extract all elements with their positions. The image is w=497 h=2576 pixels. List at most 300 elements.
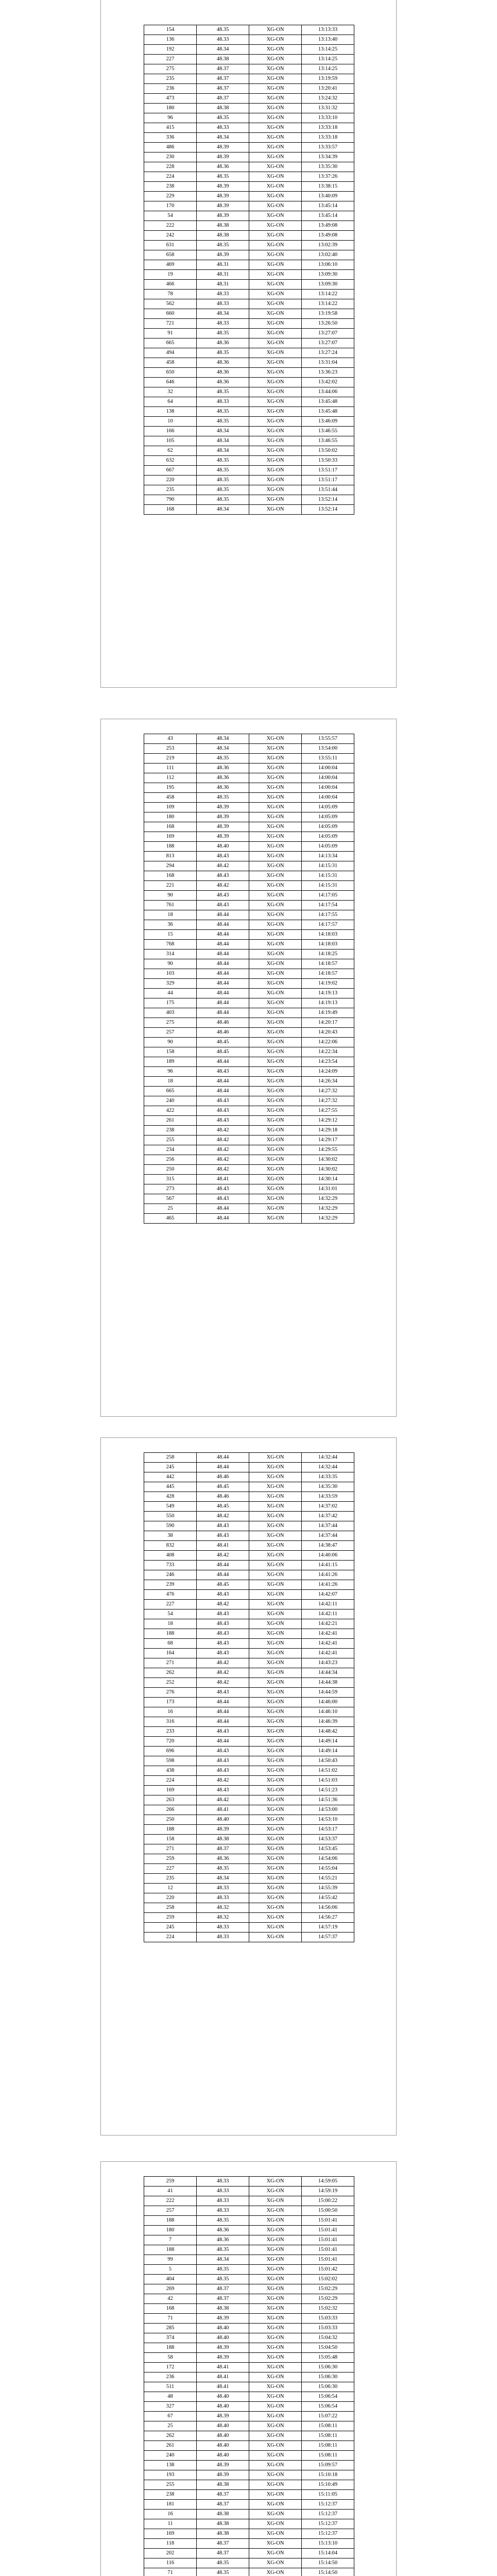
- table-row: [144, 754, 354, 764]
- value-cell: 48.36: [197, 1854, 249, 1864]
- status-cell: XG-ON: [249, 1145, 302, 1155]
- time-cell: 15:02:29: [302, 2294, 354, 2304]
- status-cell: XG-ON: [249, 1590, 302, 1600]
- table-row: [144, 260, 354, 270]
- time-cell: 14:48:42: [302, 1727, 354, 1737]
- table-row: [144, 2284, 354, 2294]
- value-cell: 48.41: [197, 2372, 249, 2382]
- table-row: [144, 1077, 354, 1087]
- table-row: [144, 1116, 354, 1126]
- value-cell: 48.42: [197, 881, 249, 891]
- id-cell: 275: [144, 64, 197, 74]
- status-cell: XG-ON: [249, 842, 302, 852]
- id-cell: 696: [144, 1747, 197, 1756]
- id-cell: 78: [144, 290, 197, 299]
- time-cell: 13:31:04: [302, 358, 354, 368]
- table-row: [144, 1551, 354, 1561]
- table-row: [144, 1194, 354, 1204]
- id-cell: 32: [144, 387, 197, 397]
- id-cell: 240: [144, 1096, 197, 1106]
- table-row: [144, 74, 354, 84]
- table-row: [144, 1570, 354, 1580]
- status-cell: XG-ON: [249, 822, 302, 832]
- time-cell: 15:02:32: [302, 2304, 354, 2314]
- id-cell: 48: [144, 2392, 197, 2402]
- value-cell: 48.34: [197, 133, 249, 143]
- status-cell: XG-ON: [249, 2196, 302, 2206]
- table-row: [144, 1580, 354, 1590]
- status-cell: XG-ON: [249, 2412, 302, 2421]
- value-cell: 48.42: [197, 1126, 249, 1136]
- value-cell: 48.39: [197, 2470, 249, 2480]
- status-cell: XG-ON: [249, 133, 302, 143]
- status-cell: XG-ON: [249, 734, 302, 744]
- status-cell: XG-ON: [249, 1580, 302, 1590]
- status-cell: XG-ON: [249, 211, 302, 221]
- status-cell: XG-ON: [249, 2558, 302, 2568]
- time-cell: 15:12:37: [302, 2519, 354, 2529]
- status-cell: XG-ON: [249, 1727, 302, 1737]
- value-cell: 48.46: [197, 1472, 249, 1482]
- id-cell: 219: [144, 754, 197, 764]
- status-cell: XG-ON: [249, 1214, 302, 1224]
- table-row: [144, 427, 354, 436]
- value-cell: 48.35: [197, 2245, 249, 2255]
- time-cell: 14:18:03: [302, 930, 354, 940]
- value-cell: 48.35: [197, 495, 249, 505]
- value-cell: 48.40: [197, 2333, 249, 2343]
- id-cell: 169: [144, 832, 197, 842]
- id-cell: 549: [144, 1502, 197, 1512]
- value-cell: 48.31: [197, 260, 249, 270]
- status-cell: XG-ON: [249, 2226, 302, 2235]
- table-row: [144, 348, 354, 358]
- status-cell: XG-ON: [249, 2402, 302, 2412]
- table-row: [144, 1649, 354, 1658]
- value-cell: 48.41: [197, 2363, 249, 2372]
- table-row: [144, 989, 354, 998]
- time-cell: 14:20:43: [302, 1028, 354, 1038]
- id-cell: 720: [144, 1737, 197, 1747]
- time-cell: 14:00:04: [302, 783, 354, 793]
- id-cell: 189: [144, 1057, 197, 1067]
- id-cell: 54: [144, 211, 197, 221]
- status-cell: XG-ON: [249, 1795, 302, 1805]
- id-cell: 646: [144, 378, 197, 387]
- table-row: [144, 172, 354, 182]
- table-row: [144, 1463, 354, 1472]
- table-row: [144, 812, 354, 822]
- value-cell: 48.44: [197, 998, 249, 1008]
- value-cell: 48.35: [197, 456, 249, 466]
- value-cell: 48.33: [197, 2187, 249, 2196]
- time-cell: 13:14:25: [302, 64, 354, 74]
- time-cell: 15:01:41: [302, 2255, 354, 2265]
- status-cell: XG-ON: [249, 2353, 302, 2363]
- status-cell: XG-ON: [249, 25, 302, 35]
- time-cell: 14:32:44: [302, 1463, 354, 1472]
- time-cell: 13:13:40: [302, 35, 354, 45]
- time-cell: 14:27:32: [302, 1096, 354, 1106]
- table-row: [144, 2187, 354, 2196]
- status-cell: XG-ON: [249, 299, 302, 309]
- id-cell: 245: [144, 1923, 197, 1933]
- table-row: [144, 1854, 354, 1864]
- status-cell: XG-ON: [249, 2245, 302, 2255]
- status-cell: XG-ON: [249, 1893, 302, 1903]
- status-cell: XG-ON: [249, 1747, 302, 1756]
- time-cell: 14:43:23: [302, 1658, 354, 1668]
- status-cell: XG-ON: [249, 1923, 302, 1933]
- value-cell: 48.39: [197, 182, 249, 192]
- time-cell: 15:06:30: [302, 2382, 354, 2392]
- table-row: [144, 2382, 354, 2392]
- id-cell: 473: [144, 94, 197, 104]
- table-row: [144, 94, 354, 104]
- status-cell: XG-ON: [249, 182, 302, 192]
- table-row: [144, 1067, 354, 1077]
- time-cell: 14:53:17: [302, 1825, 354, 1835]
- value-cell: 48.36: [197, 764, 249, 773]
- id-cell: 224: [144, 1776, 197, 1786]
- value-cell: 48.44: [197, 920, 249, 930]
- time-cell: 14:44:59: [302, 1688, 354, 1698]
- table-row: [144, 881, 354, 891]
- time-cell: 14:53:00: [302, 1805, 354, 1815]
- value-cell: 48.35: [197, 1864, 249, 1874]
- time-cell: 14:27:32: [302, 1087, 354, 1096]
- time-cell: 15:08:11: [302, 2451, 354, 2461]
- id-cell: 466: [144, 280, 197, 290]
- value-cell: 48.31: [197, 280, 249, 290]
- id-cell: 465: [144, 1214, 197, 1224]
- status-cell: XG-ON: [249, 979, 302, 989]
- status-cell: XG-ON: [249, 2324, 302, 2333]
- id-cell: 665: [144, 338, 197, 348]
- table-row: [144, 182, 354, 192]
- table-row: [144, 2343, 354, 2353]
- status-cell: XG-ON: [249, 1707, 302, 1717]
- id-cell: 224: [144, 1933, 197, 1942]
- table-row: [144, 2245, 354, 2255]
- status-cell: XG-ON: [249, 2392, 302, 2402]
- id-cell: 445: [144, 1482, 197, 1492]
- table-row: [144, 64, 354, 74]
- time-cell: 14:59:05: [302, 2177, 354, 2187]
- time-cell: 13:27:07: [302, 338, 354, 348]
- value-cell: 48.39: [197, 152, 249, 162]
- status-cell: XG-ON: [249, 998, 302, 1008]
- time-cell: 15:01:41: [302, 2226, 354, 2235]
- status-cell: XG-ON: [249, 172, 302, 182]
- value-cell: 48.33: [197, 299, 249, 309]
- id-cell: 90: [144, 1038, 197, 1047]
- table-row: [144, 55, 354, 64]
- table-row: [144, 1815, 354, 1825]
- status-cell: XG-ON: [249, 2314, 302, 2324]
- table-row: [144, 832, 354, 842]
- time-cell: 14:18:03: [302, 940, 354, 950]
- time-cell: 14:53:37: [302, 1835, 354, 1844]
- status-cell: XG-ON: [249, 2304, 302, 2314]
- value-cell: 48.38: [197, 55, 249, 64]
- table-row: [144, 910, 354, 920]
- time-cell: 14:42:41: [302, 1649, 354, 1658]
- value-cell: 48.44: [197, 1008, 249, 1018]
- time-cell: 14:46:10: [302, 1707, 354, 1717]
- status-cell: XG-ON: [249, 989, 302, 998]
- status-cell: XG-ON: [249, 1204, 302, 1214]
- value-cell: 48.38: [197, 231, 249, 241]
- time-cell: 14:37:02: [302, 1502, 354, 1512]
- value-cell: 48.34: [197, 45, 249, 55]
- status-cell: XG-ON: [249, 2529, 302, 2539]
- table-row: [144, 901, 354, 910]
- status-cell: XG-ON: [249, 1649, 302, 1658]
- value-cell: 48.38: [197, 2480, 249, 2490]
- value-cell: 48.40: [197, 842, 249, 852]
- time-cell: 13:33:18: [302, 133, 354, 143]
- id-cell: 41: [144, 2187, 197, 2196]
- value-cell: 48.33: [197, 1884, 249, 1893]
- time-cell: 14:27:55: [302, 1106, 354, 1116]
- value-cell: 48.36: [197, 338, 249, 348]
- time-cell: 14:29:12: [302, 1116, 354, 1126]
- status-cell: XG-ON: [249, 1018, 302, 1028]
- time-cell: 13:44:06: [302, 387, 354, 397]
- id-cell: 112: [144, 773, 197, 783]
- value-cell: 48.35: [197, 754, 249, 764]
- value-cell: 48.35: [197, 485, 249, 495]
- value-cell: 48.43: [197, 1619, 249, 1629]
- id-cell: 790: [144, 495, 197, 505]
- time-cell: 14:51:36: [302, 1795, 354, 1805]
- time-cell: 14:33:35: [302, 1472, 354, 1482]
- value-cell: 48.35: [197, 25, 249, 35]
- id-cell: 71: [144, 2568, 197, 2576]
- table-row: [144, 1668, 354, 1678]
- value-cell: 48.43: [197, 1766, 249, 1776]
- table-row: [144, 2372, 354, 2382]
- status-cell: XG-ON: [249, 338, 302, 348]
- time-cell: 14:19:13: [302, 998, 354, 1008]
- value-cell: 48.45: [197, 1038, 249, 1047]
- value-cell: 48.39: [197, 832, 249, 842]
- value-cell: 48.37: [197, 2500, 249, 2510]
- id-cell: 136: [144, 35, 197, 45]
- table-row: [144, 2353, 354, 2363]
- status-cell: XG-ON: [249, 231, 302, 241]
- time-cell: 14:55:21: [302, 1874, 354, 1884]
- id-cell: 374: [144, 2333, 197, 2343]
- status-cell: XG-ON: [249, 1126, 302, 1136]
- time-cell: 14:19:49: [302, 1008, 354, 1018]
- time-cell: 15:06:30: [302, 2363, 354, 2372]
- status-cell: XG-ON: [249, 2255, 302, 2265]
- table-row: [144, 358, 354, 368]
- status-cell: XG-ON: [249, 2265, 302, 2275]
- id-cell: 253: [144, 744, 197, 754]
- time-cell: 13:54:00: [302, 744, 354, 754]
- table-row: [144, 1492, 354, 1502]
- id-cell: 168: [144, 505, 197, 515]
- table-row: [144, 2431, 354, 2441]
- status-cell: XG-ON: [249, 319, 302, 329]
- status-cell: XG-ON: [249, 2177, 302, 2187]
- table-row: [144, 2392, 354, 2402]
- id-cell: 250: [144, 1815, 197, 1825]
- time-cell: 14:42:11: [302, 1609, 354, 1619]
- table-row: [144, 1214, 354, 1224]
- id-cell: 116: [144, 2558, 197, 2568]
- table-row: [144, 211, 354, 221]
- value-cell: 48.35: [197, 417, 249, 427]
- value-cell: 48.39: [197, 2412, 249, 2421]
- id-cell: 96: [144, 1067, 197, 1077]
- id-cell: 422: [144, 1106, 197, 1116]
- status-cell: XG-ON: [249, 930, 302, 940]
- status-cell: XG-ON: [249, 123, 302, 133]
- id-cell: 255: [144, 2480, 197, 2490]
- time-cell: 14:38:47: [302, 1541, 354, 1551]
- id-cell: 16: [144, 2510, 197, 2519]
- status-cell: XG-ON: [249, 1864, 302, 1874]
- table-row: [144, 2255, 354, 2265]
- id-cell: 164: [144, 1649, 197, 1658]
- time-cell: 14:51:03: [302, 1776, 354, 1786]
- id-cell: 64: [144, 397, 197, 407]
- id-cell: 11: [144, 2519, 197, 2529]
- id-cell: 18: [144, 910, 197, 920]
- table-row: [144, 2461, 354, 2470]
- value-cell: 48.39: [197, 201, 249, 211]
- status-cell: XG-ON: [249, 2235, 302, 2245]
- status-cell: XG-ON: [249, 1502, 302, 1512]
- table-row: [144, 861, 354, 871]
- status-cell: XG-ON: [249, 45, 302, 55]
- value-cell: 48.42: [197, 1551, 249, 1561]
- id-cell: 631: [144, 241, 197, 250]
- table-row: [144, 1639, 354, 1649]
- id-cell: 19: [144, 270, 197, 280]
- value-cell: 48.33: [197, 319, 249, 329]
- value-cell: 48.38: [197, 221, 249, 231]
- table-row: [144, 280, 354, 290]
- value-cell: 48.39: [197, 2343, 249, 2353]
- id-cell: 650: [144, 368, 197, 378]
- status-cell: XG-ON: [249, 1463, 302, 1472]
- time-cell: 15:09:57: [302, 2461, 354, 2470]
- time-cell: 14:22:34: [302, 1047, 354, 1057]
- status-cell: XG-ON: [249, 2470, 302, 2480]
- table-row: [144, 485, 354, 495]
- table-row: [144, 1165, 354, 1175]
- status-cell: XG-ON: [249, 969, 302, 979]
- value-cell: 48.44: [197, 1561, 249, 1570]
- time-cell: 13:52:14: [302, 495, 354, 505]
- table-row: [144, 162, 354, 172]
- time-cell: 14:44:34: [302, 1668, 354, 1678]
- value-cell: 48.43: [197, 1747, 249, 1756]
- time-cell: 14:37:44: [302, 1521, 354, 1531]
- time-cell: 14:19:13: [302, 989, 354, 998]
- value-cell: 48.32: [197, 1913, 249, 1923]
- time-cell: 13:19:59: [302, 74, 354, 84]
- time-cell: 14:42:21: [302, 1619, 354, 1629]
- table-row: [144, 299, 354, 309]
- id-cell: 168: [144, 2304, 197, 2314]
- time-cell: 13:49:08: [302, 221, 354, 231]
- id-cell: 180: [144, 104, 197, 113]
- status-cell: XG-ON: [249, 1854, 302, 1864]
- time-cell: 15:12:37: [302, 2510, 354, 2519]
- id-cell: 252: [144, 1678, 197, 1688]
- table-row: [144, 2470, 354, 2480]
- id-cell: 25: [144, 2421, 197, 2431]
- value-cell: 48.44: [197, 1463, 249, 1472]
- time-cell: 14:00:04: [302, 764, 354, 773]
- status-cell: XG-ON: [249, 910, 302, 920]
- time-cell: 14:55:39: [302, 1884, 354, 1893]
- id-cell: 403: [144, 1008, 197, 1018]
- time-cell: 15:01:41: [302, 2235, 354, 2245]
- value-cell: 48.35: [197, 2275, 249, 2284]
- id-cell: 269: [144, 2284, 197, 2294]
- value-cell: 48.43: [197, 891, 249, 901]
- status-cell: XG-ON: [249, 861, 302, 871]
- time-cell: 14:32:29: [302, 1214, 354, 1224]
- status-cell: XG-ON: [249, 871, 302, 881]
- table-row: [144, 231, 354, 241]
- value-cell: 48.43: [197, 1184, 249, 1194]
- status-cell: XG-ON: [249, 754, 302, 764]
- table-row: [144, 446, 354, 456]
- value-cell: 48.33: [197, 2196, 249, 2206]
- table-row: [144, 2275, 354, 2284]
- id-cell: 188: [144, 842, 197, 852]
- status-cell: XG-ON: [249, 495, 302, 505]
- value-cell: 48.42: [197, 1776, 249, 1786]
- status-cell: XG-ON: [249, 1835, 302, 1844]
- value-cell: 48.43: [197, 1688, 249, 1698]
- time-cell: 13:14:22: [302, 290, 354, 299]
- time-cell: 14:54:06: [302, 1854, 354, 1864]
- table-row: [144, 397, 354, 407]
- table-row: [144, 1658, 354, 1668]
- status-cell: XG-ON: [249, 152, 302, 162]
- table-row: [144, 2480, 354, 2490]
- value-cell: 48.42: [197, 1145, 249, 1155]
- data-table: [144, 734, 354, 1224]
- table-row: [144, 2558, 354, 2568]
- value-cell: 48.44: [197, 1087, 249, 1096]
- value-cell: 48.43: [197, 1194, 249, 1204]
- table-body: [144, 25, 354, 515]
- value-cell: 48.42: [197, 1678, 249, 1688]
- status-cell: XG-ON: [249, 1175, 302, 1184]
- id-cell: 239: [144, 1580, 197, 1590]
- id-cell: 235: [144, 1874, 197, 1884]
- table-row: [144, 270, 354, 280]
- time-cell: 13:20:41: [302, 84, 354, 94]
- time-cell: 13:33:18: [302, 123, 354, 133]
- table-row: [144, 417, 354, 427]
- table-row: [144, 940, 354, 950]
- time-cell: 14:59:19: [302, 2187, 354, 2196]
- id-cell: 261: [144, 2441, 197, 2451]
- time-cell: 13:45:48: [302, 397, 354, 407]
- status-cell: XG-ON: [249, 1194, 302, 1204]
